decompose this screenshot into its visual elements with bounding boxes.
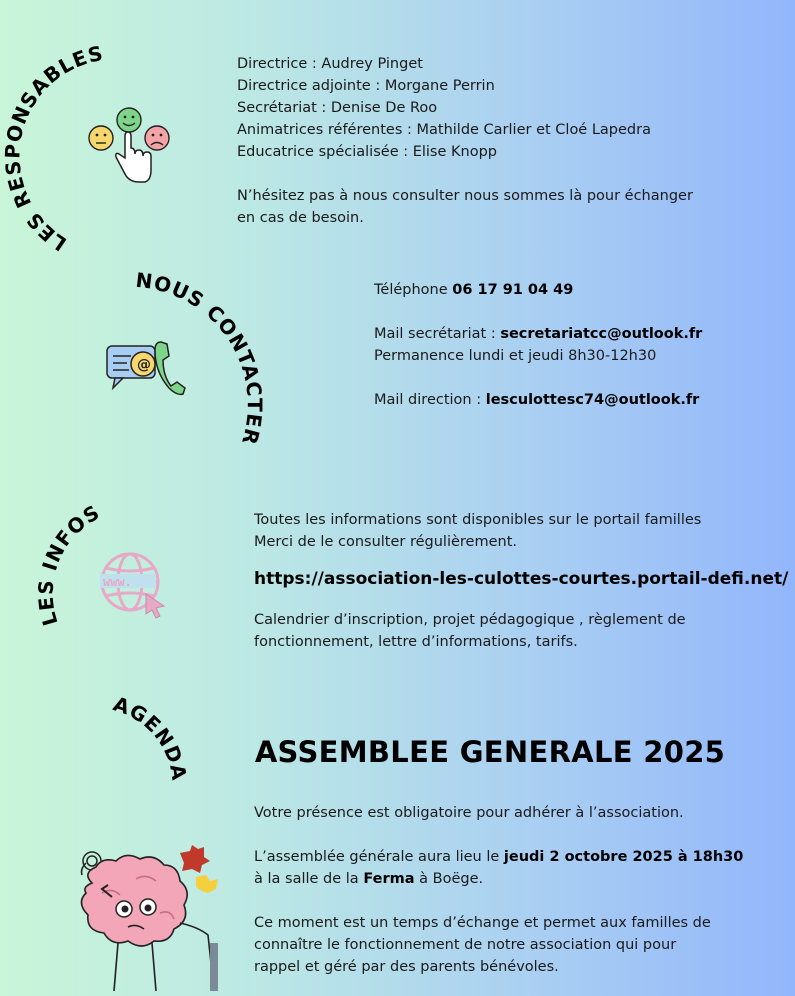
chat-phone-email-icon bbox=[105, 338, 187, 400]
www-globe-cursor-icon bbox=[96, 550, 168, 620]
agenda-block bbox=[254, 802, 743, 978]
mail-direction-link[interactable]: lesculottesc74@outlook.fr bbox=[485, 392, 700, 408]
svg-text:NOUS CONTACTER: NOUS CONTACTER bbox=[134, 267, 267, 449]
svg-text:LES INFOS: LES INFOS bbox=[33, 499, 105, 629]
responsables-block bbox=[237, 53, 693, 229]
contact-phone: Téléphone 06 17 91 04 49 bbox=[374, 282, 574, 298]
heading-agenda bbox=[100, 691, 200, 830]
agenda-p3: Ce moment est un temps d’échange et permet aux familles de bbox=[254, 915, 711, 931]
agenda-p3: connaître le fonctionnement de notre association qui pour bbox=[254, 937, 677, 953]
contact-block bbox=[374, 279, 702, 411]
phone-number[interactable]: 06 17 91 04 49 bbox=[452, 282, 574, 298]
infos-line: Merci de le consulter régulièrement. bbox=[254, 534, 517, 550]
responsable-line: Directrice adjointe : Morgane Perrin bbox=[237, 78, 495, 94]
contact-mail-secretariat: Mail secrétariat : secretariatcc@outlook.fr bbox=[374, 326, 703, 342]
responsable-line: Directrice : Audrey Pinget bbox=[237, 56, 423, 72]
feedback-smileys-hand-icon bbox=[85, 106, 175, 186]
contact-permanence: Permanence lundi et jeudi 8h30-12h30 bbox=[374, 348, 657, 364]
svg-text:AGENDA: AGENDA bbox=[110, 691, 192, 783]
portal-url-link[interactable]: https://association-les-culottes-courtes.portail-defi.net/ bbox=[254, 569, 789, 589]
responsables-note: en cas de besoin. bbox=[237, 210, 364, 226]
agenda-date: jeudi 2 octobre 2025 à 18h30 bbox=[503, 849, 744, 865]
confused-brain-puzzle-icon bbox=[72, 843, 232, 993]
infos-desc: Calendrier d’inscription, projet pédagogique , règlement de bbox=[254, 612, 686, 628]
svg-text:www.: www. bbox=[103, 575, 132, 589]
contact-mail-direction: Mail direction : lesculottesc74@outlook.fr bbox=[374, 392, 700, 408]
svg-text:LES RESPONSABLES: LES RESPONSABLES bbox=[0, 40, 106, 257]
agenda-p2: L’assemblée générale aura lieu le jeudi 2 octobre 2025 à 18h30 bbox=[254, 849, 744, 865]
infos-desc: fonctionnement, lettre d’informations, tarifs. bbox=[254, 634, 578, 650]
agenda-p3: rappel et géré par des parents bénévoles. bbox=[254, 959, 559, 975]
mail-secretariat-link[interactable]: secretariatcc@outlook.fr bbox=[500, 326, 703, 342]
infos-line: Toutes les informations sont disponibles sur le portail familles bbox=[254, 512, 702, 528]
agenda-place: Ferma bbox=[363, 871, 415, 887]
agenda-p2-line2: à la salle de la Ferma à Boëge. bbox=[254, 871, 484, 887]
responsable-line: Animatrices référentes : Mathilde Carlier et Cloé Lapedra bbox=[237, 122, 651, 138]
responsable-line: Secrétariat : Denise De Roo bbox=[237, 100, 438, 116]
responsables-note: N’hésitez pas à nous consulter nous sommes là pour échanger bbox=[237, 188, 693, 204]
responsable-line: Educatrice spécialisée : Elise Knopp bbox=[237, 144, 497, 160]
agenda-title: ASSEMBLEE GENERALE 2025 bbox=[254, 735, 726, 769]
infos-block bbox=[254, 509, 788, 653]
agenda-p1: Votre présence est obligatoire pour adhérer à l’association. bbox=[254, 805, 684, 821]
svg-text:@: @ bbox=[137, 357, 151, 373]
